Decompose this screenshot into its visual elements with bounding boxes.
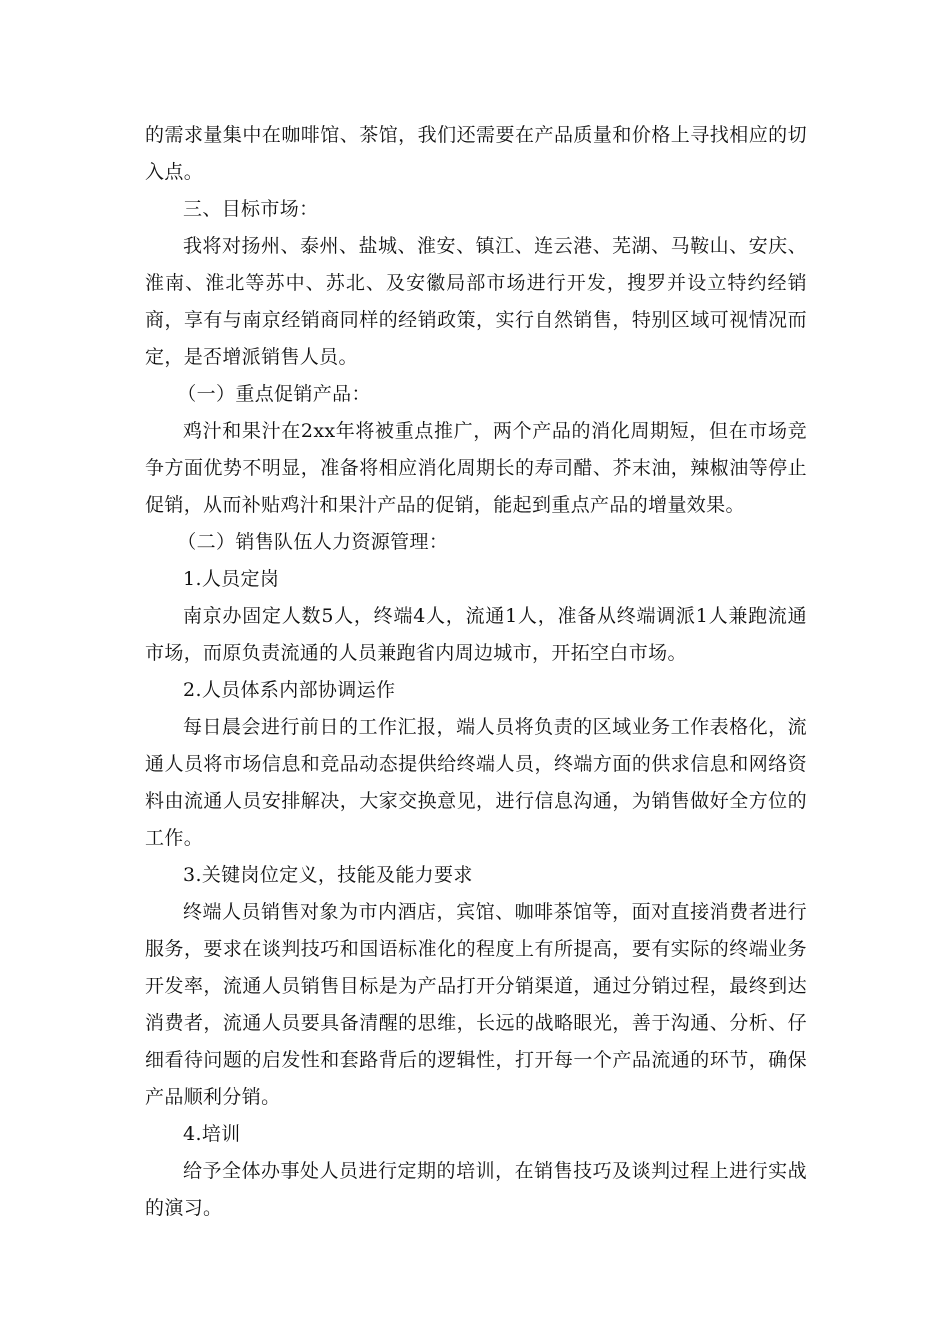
paragraph-staff-positions: 南京办固定人数5人，终端4人，流通1人，准备从终端调派1人兼跑流通市场，而原负责流通的人员兼跑省内周边城市，开拓空白市场。 xyxy=(145,605,807,664)
subheading-key-promotion-products: （一）重点促销产品： xyxy=(177,383,371,405)
heading-training: 4.培训 xyxy=(183,1123,241,1145)
paragraph-key-promotion-products: 鸡汁和果汁在2xx年将被重点推广，两个产品的消化周期短，但在市场竞争方面优势不明显，准备将相应消化周期长的寿司醋、芥末油，辣椒油等停止促销，从而补贴鸡汁和果汁产品的促销，能起到重点产品的增量效果。 xyxy=(145,420,807,516)
heading-internal-coordination: 2.人员体系内部协调运作 xyxy=(183,679,396,701)
heading-key-roles: 3.关键岗位定义，技能及能力要求 xyxy=(183,864,473,886)
section-heading-target-market: 三、目标市场： xyxy=(183,198,319,220)
document-body xyxy=(145,117,807,1227)
paragraph-training: 给予全体办事处人员进行定期的培训，在销售技巧及谈判过程上进行实战的演习。 xyxy=(145,1160,807,1219)
paragraph-key-roles: 终端人员销售对象为市内酒店，宾馆、咖啡茶馆等，面对直接消费者进行服务，要求在谈判技巧和国语标准化的程度上有所提高，要有实际的终端业务开发率，流通人员销售目标是为产品打开分销渠道，通过分销过程，最终到达消费者，流通人员要具备清醒的思维，长远的战略眼光，善于沟通、分析、仔细看待问题的启发性和套路背后的逻辑性，打开每一个产品流通的环节，确保产品顺利分销。 xyxy=(145,901,807,1108)
subheading-sales-team-hr: （二）销售队伍人力资源管理： xyxy=(177,531,449,553)
paragraph-target-market: 我将对扬州、泰州、盐城、淮安、镇江、连云港、芜湖、马鞍山、安庆、淮南、淮北等苏中、苏北、及安徽局部市场进行开发，搜罗并设立特约经销商，享有与南京经销商同样的经销政策，实行自然销售，特别区域可视情况而定，是否增派销售人员。 xyxy=(145,235,807,368)
paragraph-continuation: 的需求量集中在咖啡馆、茶馆，我们还需要在产品质量和价格上寻找相应的切入点。 xyxy=(145,124,807,183)
paragraph-internal-coordination: 每日晨会进行前日的工作汇报，端人员将负责的区域业务工作表格化，流通人员将市场信息和竞品动态提供给终端人员，终端方面的供求信息和网络资料由流通人员安排解决，大家交换意见，进行信息沟通，为销售做好全方位的工作。 xyxy=(145,716,807,849)
heading-staff-positions: 1.人员定岗 xyxy=(183,568,280,590)
